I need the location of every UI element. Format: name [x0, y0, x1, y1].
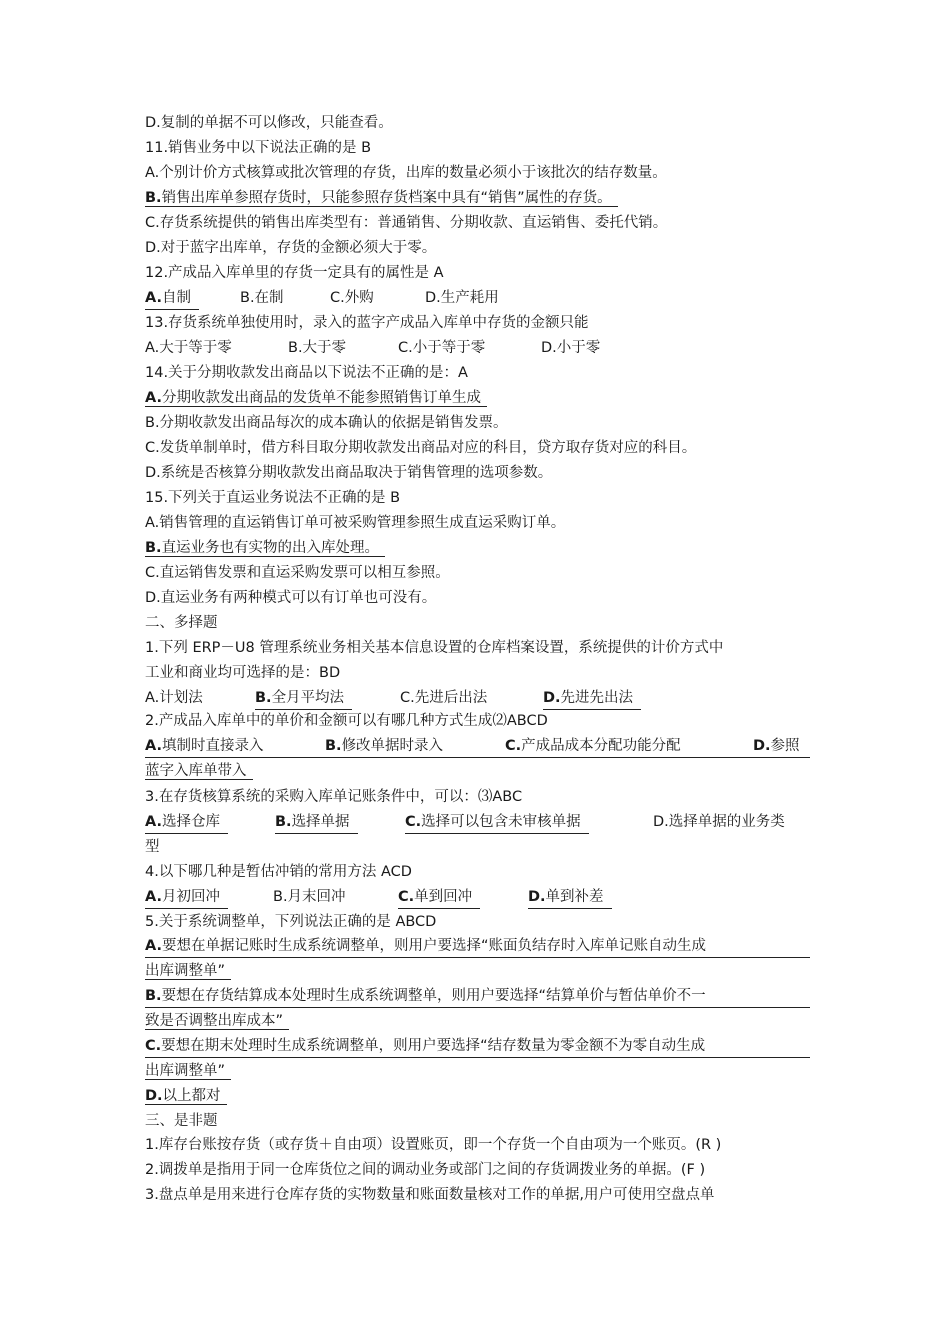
option-text: 以上都对 [162, 1088, 221, 1104]
text-line [145, 1035, 810, 1057]
option-text: 产成品成本分配功能分配 [521, 738, 681, 754]
option-letter: A. [145, 938, 162, 954]
text-line: 5.关于系统调整单，下列说法正确的是 ABCD [145, 914, 437, 930]
text-line [145, 287, 810, 309]
text-line: D.直运业务有两种模式可以有订单也可没有。 [145, 590, 437, 606]
text-line [145, 387, 810, 409]
answer-text [145, 190, 618, 207]
text-line: 4.以下哪几种是暂估冲销的常用方法 ACD [145, 864, 412, 880]
option-letter: B. [145, 540, 162, 556]
text-line: 14.关于分期收款发出商品以下说法不正确的是：A [145, 365, 468, 381]
option-letter: D. [753, 738, 771, 754]
choice-option [145, 287, 199, 310]
answer-text [145, 935, 810, 958]
text-line [145, 735, 810, 758]
answer-text [145, 390, 487, 407]
option-letter: A. [145, 889, 162, 905]
choice-option: B.大于零 [288, 340, 347, 356]
text-line [145, 886, 810, 908]
option-letter: D. [528, 889, 546, 905]
option-text: 修改单据时录入 [341, 738, 444, 754]
choice-option: D.小于零 [541, 340, 601, 356]
text-line [145, 1010, 810, 1032]
option-text: 要想在存货结算成本处理时生成系统调整单，则用户要选择“结算单价与暂估单价不一 [161, 988, 706, 1004]
choice-option [145, 811, 228, 834]
option-text: 自制 [162, 290, 191, 306]
text-line: 三、是非题 [145, 1113, 218, 1129]
text-line: 2.调拨单是指用于同一仓库货位之间的调动业务或部门之间的存货调拨业务的单据。(F ) [145, 1162, 706, 1178]
option-letter: D. [543, 690, 561, 706]
answer-text [145, 1035, 810, 1058]
option-letter: B. [325, 738, 342, 754]
text-line [145, 1085, 810, 1107]
choice-option [405, 811, 589, 834]
option-letter: C. [145, 1038, 162, 1054]
text-line: 3.在存货核算系统的采购入库单记账条件中，可以：⑶ABC [145, 789, 523, 805]
text-line: D.系统是否核算分期收款发出商品取决于销售管理的选项参数。 [145, 465, 553, 481]
choice-option: B.月末回冲 [273, 889, 346, 905]
text-line: A.个别计价方式核算或批次管理的存货，出库的数量必须小于该批次的结存数量。 [145, 165, 667, 181]
choice-option: D.选择单据的业务类 [653, 814, 785, 830]
choice-option [145, 886, 228, 909]
text-line [145, 960, 810, 982]
text-line: 工业和商业均可选择的是：BD [145, 665, 341, 681]
option-letter: B. [145, 190, 162, 206]
text-line [145, 537, 810, 559]
option-letter: A. [145, 390, 162, 406]
option-text: 销售出库单参照存货时，只能参照存货档案中具有“销售”属性的存货。 [161, 190, 612, 206]
text-line: C.存货系统提供的销售出库类型有：普通销售、分期收款、直运销售、委托代销。 [145, 215, 668, 231]
text-line [145, 811, 810, 833]
option-letter: C. [505, 738, 522, 754]
text-line [145, 337, 810, 359]
text-line: D.对于蓝字出库单，存货的金额必须大于零。 [145, 240, 437, 256]
option-letter: B. [145, 988, 162, 1004]
option-letter: B. [255, 690, 272, 706]
text-line: 型 [145, 839, 160, 855]
option-text: 全月平均法 [271, 690, 345, 706]
text-line: D.复制的单据不可以修改，只能查看。 [145, 115, 393, 131]
text-line: 3.盘点单是用来进行仓库存货的实物数量和账面数量核对工作的单据,用户可使用空盘点单 [145, 1187, 715, 1203]
option-letter: C. [398, 889, 415, 905]
text-line [145, 687, 810, 709]
option-text: 参照 [770, 738, 800, 754]
option-text: 直运业务也有实物的出入库处理。 [161, 540, 380, 556]
choice-option: C.先进后出法 [400, 690, 488, 706]
text-line [145, 187, 810, 209]
text-line [145, 985, 810, 1007]
text-line: C.发货单制单时，借方科目取分期收款发出商品对应的科目，贷方取存货对应的科目。 [145, 440, 697, 456]
choice-option: C.小于等于零 [398, 340, 486, 356]
option-text: 分期收款发出商品的发货单不能参照销售订单生成 [162, 390, 481, 406]
choice-option: B.在制 [240, 290, 284, 306]
text-line [145, 760, 810, 782]
choice-option [528, 886, 612, 909]
text-line [145, 935, 810, 957]
option-text: 要想在期末处理时生成系统调整单，则用户要选择“结存数量为零金额不为零自动生成 [161, 1038, 706, 1054]
text-line: C.直运销售发票和直运采购发票可以相互参照。 [145, 565, 450, 581]
option-text: 单到补差 [545, 889, 604, 905]
answer-text: 致是否调整出库成本” [145, 1013, 289, 1030]
text-line: 1.下列 ERP－U8 管理系统业务相关基本信息设置的仓库档案设置，系统提供的计价方式中 [145, 640, 724, 656]
option-letter: B. [275, 814, 292, 830]
choice-option [753, 735, 800, 757]
option-letter: C. [405, 814, 422, 830]
text-line [145, 1060, 810, 1082]
choice-option [543, 687, 641, 710]
choice-option: C.外购 [330, 290, 374, 306]
option-text: 先进先出法 [560, 690, 634, 706]
choice-option: A.计划法 [145, 690, 203, 706]
answer-text [145, 1088, 227, 1105]
answer-text: 出库调整单” [145, 963, 231, 980]
text-line: 12.产成品入库单里的存货一定具有的属性是 A [145, 265, 444, 281]
text-line: A.销售管理的直运销售订单可被采购管理参照生成直运采购订单。 [145, 515, 566, 531]
option-text: 选择仓库 [162, 814, 220, 830]
option-letter: A. [145, 290, 162, 306]
choice-option [255, 687, 352, 710]
text-line: 二、多择题 [145, 615, 218, 631]
choice-option: D.生产耗用 [425, 290, 499, 306]
option-letter: A. [145, 738, 162, 754]
choice-option [505, 735, 681, 757]
text-line: 11.销售业务中以下说法正确的是 B [145, 140, 372, 156]
option-letter: D. [145, 1088, 163, 1104]
choice-option [325, 735, 443, 757]
choice-option [145, 735, 264, 757]
option-text: 填制时直接录入 [162, 738, 264, 754]
choice-option: A.大于等于零 [145, 340, 232, 356]
text-line: B.分期收款发出商品每次的成本确认的依据是销售发票。 [145, 415, 508, 431]
option-text: 单到回冲 [414, 889, 473, 905]
option-text: 要想在单据记账时生成系统调整单，则用户要选择“账面负结存时入库单记账自动生成 [162, 938, 707, 954]
option-letter: A. [145, 814, 162, 830]
choice-option [398, 886, 480, 909]
text-line: 2.产成品入库单中的单价和金额可以有哪几种方式生成⑵ABCD [145, 713, 548, 729]
option-text: 选择单据 [291, 814, 350, 830]
answer-text [145, 985, 810, 1008]
choice-option [275, 811, 358, 834]
answer-text: 蓝字入库单带入 [145, 763, 253, 780]
text-line: 15.下列关于直运业务说法不正确的是 B [145, 490, 401, 506]
option-text: 选择可以包含未审核单据 [421, 814, 581, 830]
text-line: 1.库存台账按存货（或存货＋自由项）设置账页，即一个存货一个自由项为一个账页。(R ) [145, 1137, 722, 1153]
answer-text: 出库调整单” [145, 1063, 231, 1080]
option-text: 月初回冲 [162, 889, 220, 905]
answer-text [145, 540, 385, 557]
text-line: 13.存货系统单独使用时，录入的蓝字产成品入库单中存货的金额只能 [145, 315, 589, 331]
